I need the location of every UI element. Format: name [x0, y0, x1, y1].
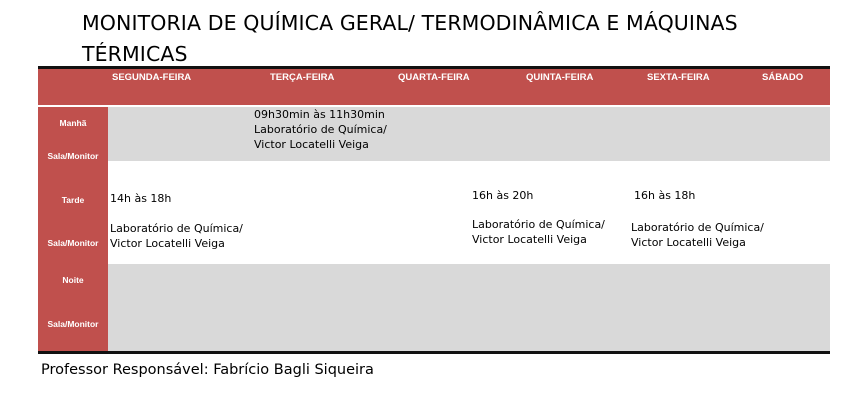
table-bottom-border: [38, 351, 830, 354]
period-afternoon-label: Tarde: [61, 195, 85, 205]
cell-room: Laboratório de Química/: [110, 222, 243, 235]
professor-footer: Professor Responsável: Fabrício Bagli Siqueira: [41, 362, 374, 378]
header-tuesday: TERÇA-FEIRA: [270, 72, 335, 83]
cell-monitor: Victor Locatelli Veiga: [110, 237, 225, 250]
header-saturday: SÁBADO: [762, 72, 804, 83]
schedule-cell-monday-afternoon: [110, 191, 171, 206]
schedule-cell-thursday-afternoon: [472, 188, 533, 203]
period-label-night: [38, 264, 108, 351]
morning-row: [108, 107, 830, 161]
cell-monitor: Victor Locatelli Veiga: [254, 138, 369, 151]
period-morning-label: Manhã: [59, 118, 87, 128]
cell-monitor: Victor Locatelli Veiga: [472, 233, 587, 246]
period-label-afternoon: [38, 161, 108, 264]
header-thursday: QUINTA-FEIRA: [526, 72, 594, 83]
period-afternoon-sublabel: Sala/Monitor: [47, 238, 99, 248]
document-title: MONITORIA DE QUÍMICA GERAL/ TERMODINÂMICA E MÁQUINAS TÉRMICAS: [82, 11, 738, 66]
cell-time: 16h às 18h: [634, 189, 696, 202]
header-monday: SEGUNDA-FEIRA: [112, 72, 192, 83]
cell-monitor: Victor Locatelli Veiga: [631, 236, 746, 249]
cell-time: 16h às 20h: [472, 189, 534, 202]
night-row: [108, 264, 830, 351]
schedule-cell-friday-afternoon: [634, 188, 695, 203]
schedule-cell-thursday-afternoon-room: [472, 217, 605, 247]
cell-time: 09h30min às 11h30min: [254, 108, 385, 121]
period-morning-sublabel: Sala/Monitor: [47, 151, 99, 161]
cell-room: Laboratório de Química/: [631, 221, 764, 234]
period-night-sublabel: Sala/Monitor: [47, 319, 99, 329]
schedule-cell-tuesday-morning: [254, 107, 387, 152]
schedule-cell-monday-afternoon-room: [110, 221, 243, 251]
cell-room: Laboratório de Química/: [254, 123, 387, 136]
header-friday: SEXTA-FEIRA: [647, 72, 710, 83]
header-wednesday: QUARTA-FEIRA: [398, 72, 470, 83]
cell-time: 14h às 18h: [110, 192, 172, 205]
table-header-row: [38, 69, 830, 105]
schedule-table: [38, 66, 830, 354]
period-night-label: Noite: [62, 275, 84, 285]
cell-room: Laboratório de Química/: [472, 218, 605, 231]
period-label-morning: [38, 107, 108, 161]
schedule-cell-friday-afternoon-room: [631, 220, 764, 250]
